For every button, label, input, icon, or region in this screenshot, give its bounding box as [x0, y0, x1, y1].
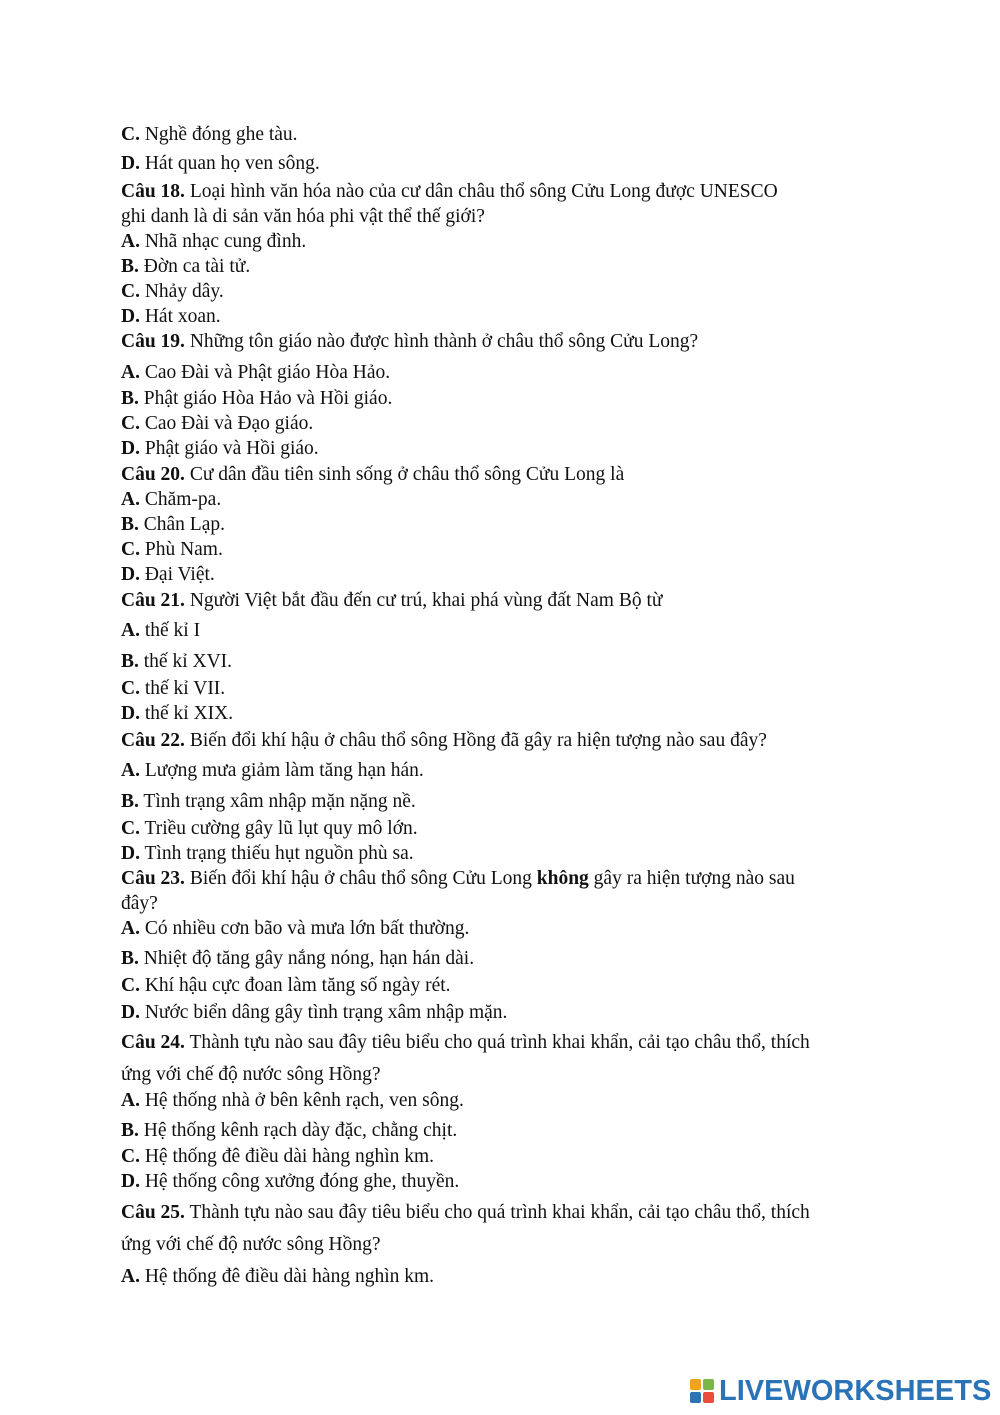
question-line [121, 590, 662, 612]
option-letter: C. [121, 678, 140, 699]
answer-option [121, 153, 320, 175]
answer-option [121, 1171, 459, 1193]
answer-option [121, 620, 200, 642]
answer-option [121, 539, 223, 561]
line-text: Nhiệt độ tăng gây nắng nóng, hạn hán dài. [138, 948, 475, 969]
answer-option [121, 306, 221, 328]
question-continuation [121, 893, 158, 915]
line-text: Hệ thống công xưởng đóng ghe, thuyền. [139, 1171, 460, 1192]
option-letter: B. [121, 948, 139, 969]
option-letter: A. [121, 760, 140, 781]
logo-tile [703, 1379, 714, 1390]
logo-tile [703, 1392, 714, 1403]
line-text: Đại Việt. [139, 564, 215, 585]
answer-option [121, 843, 414, 865]
answer-option [121, 1120, 457, 1142]
answer-option [121, 388, 392, 410]
line-text: Phật giáo và Hồi giáo. [139, 438, 319, 459]
answer-option [121, 564, 215, 586]
line-text: Thành tựu nào sau đây tiêu biểu cho quá trình khai khẩn, cải tạo châu thổ, thích [184, 1032, 810, 1053]
option-letter: B. [121, 388, 139, 409]
line-text: Tình trạng thiếu hụt nguồn phù sa. [139, 843, 414, 864]
answer-option [121, 489, 221, 511]
line-text: Biến đổi khí hậu ở châu thổ sông Cửu Long [184, 868, 537, 889]
line-text: Hệ thống đê điều dài hàng nghìn km. [139, 1146, 435, 1167]
answer-option [121, 256, 250, 278]
option-letter: A. [121, 362, 140, 383]
logo-mark-icon [690, 1379, 714, 1403]
option-letter: D. [121, 564, 140, 585]
answer-option [121, 791, 416, 813]
line-text: Có nhiều cơn bão và mưa lớn bất thường. [139, 918, 470, 939]
line-text: Tình trạng xâm nhập mặn nặng nề. [138, 791, 416, 812]
question-line [121, 464, 624, 486]
answer-option [121, 760, 424, 782]
question-line [121, 1202, 810, 1224]
logo-tile [690, 1379, 701, 1390]
line-text: Loại hình văn hóa nào của cư dân châu thổ sông Cửu Long được UNESCO [184, 181, 778, 202]
option-letter: C. [121, 124, 140, 145]
option-letter: B. [121, 1120, 139, 1141]
question-number: Câu 19. [121, 331, 185, 352]
option-letter: C. [121, 413, 140, 434]
option-letter: D. [121, 843, 140, 864]
option-letter: A. [121, 489, 140, 510]
line-text: Hát quan họ ven sông. [139, 153, 320, 174]
line-text: Lượng mưa giảm làm tăng hạn hán. [139, 760, 424, 781]
line-text: ứng với chế độ nước sông Hồng? [121, 1234, 381, 1255]
line-text: Nhảy dây. [139, 281, 224, 302]
option-letter: C. [121, 818, 140, 839]
line-text: Những tôn giáo nào được hình thành ở châu thổ sông Cửu Long? [184, 331, 699, 352]
option-letter: D. [121, 1002, 140, 1023]
answer-option [121, 975, 451, 997]
line-text: đây? [121, 893, 158, 914]
line-text: Nhã nhạc cung đình. [139, 231, 307, 252]
question-number: Câu 25. [121, 1202, 185, 1223]
line-text: thế kỉ XVI. [138, 651, 233, 672]
question-continuation [121, 1064, 380, 1086]
option-letter: A. [121, 918, 140, 939]
line-text: thế kỉ XIX. [139, 703, 234, 724]
answer-option [121, 1266, 434, 1288]
question-continuation [121, 1234, 380, 1256]
line-text: Khí hậu cực đoan làm tăng số ngày rét. [139, 975, 451, 996]
question-continuation [121, 206, 485, 228]
option-letter: A. [121, 620, 140, 641]
option-letter: C. [121, 281, 140, 302]
answer-option [121, 678, 225, 700]
line-text: Người Việt bắt đầu đến cư trú, khai phá vùng đất Nam Bộ từ [184, 590, 663, 611]
question-line [121, 181, 778, 203]
line-text: Nước biển dâng gây tình trạng xâm nhập mặn. [139, 1002, 508, 1023]
answer-option [121, 362, 390, 384]
answer-option [121, 1002, 507, 1024]
option-letter: A. [121, 1266, 140, 1287]
line-text: Hệ thống đê điều dài hàng nghìn km. [139, 1266, 435, 1287]
line-text: Đờn ca tài tử. [138, 256, 251, 277]
option-letter: A. [121, 1090, 140, 1111]
question-number: Câu 21. [121, 590, 185, 611]
answer-option [121, 651, 232, 673]
logo-tile [690, 1392, 701, 1403]
question-number: Câu 18. [121, 181, 185, 202]
option-letter: B. [121, 256, 139, 277]
question-number: Câu 22. [121, 730, 185, 751]
option-letter: C. [121, 1146, 140, 1167]
question-line [121, 730, 767, 752]
answer-option [121, 438, 319, 460]
line-text: Phật giáo Hòa Hảo và Hồi giáo. [138, 388, 393, 409]
line-text: thế kỉ VII. [139, 678, 226, 699]
line-text: Nghề đóng ghe tàu. [139, 124, 298, 145]
answer-option [121, 1090, 464, 1112]
line-text: Triều cường gây lũ lụt quy mô lớn. [139, 818, 418, 839]
question-number: Câu 23. [121, 868, 185, 889]
logo-text: LIVEWORKSHEETS [719, 1374, 992, 1407]
line-text: Cao Đài và Đạo giáo. [139, 413, 314, 434]
option-letter: D. [121, 703, 140, 724]
line-text: ứng với chế độ nước sông Hồng? [121, 1064, 381, 1085]
line-text: Cao Đài và Phật giáo Hòa Hảo. [139, 362, 391, 383]
answer-option [121, 948, 474, 970]
line-text: Hệ thống kênh rạch dày đặc, chằng chịt. [138, 1120, 458, 1141]
line-text: Hát xoan. [139, 306, 221, 327]
question-line [121, 331, 698, 353]
question-number: Câu 20. [121, 464, 185, 485]
question-line [121, 868, 795, 890]
answer-option [121, 918, 469, 940]
liveworksheets-logo [690, 1376, 991, 1406]
question-line [121, 1032, 810, 1054]
emphasis-text: không [536, 868, 589, 889]
option-letter: A. [121, 231, 140, 252]
answer-option [121, 124, 298, 146]
line-text: Chân Lạp. [138, 514, 225, 535]
question-number: Câu 24. [121, 1032, 185, 1053]
option-letter: D. [121, 306, 140, 327]
answer-option [121, 818, 418, 840]
option-letter: B. [121, 791, 139, 812]
option-letter: C. [121, 539, 140, 560]
answer-option [121, 703, 233, 725]
answer-option [121, 1146, 434, 1168]
line-text: ghi danh là di sản văn hóa phi vật thể thế giới? [121, 206, 485, 227]
line-text: Hệ thống nhà ở bên kênh rạch, ven sông. [139, 1090, 464, 1111]
option-letter: B. [121, 514, 139, 535]
option-letter: D. [121, 438, 140, 459]
line-text: Thành tựu nào sau đây tiêu biểu cho quá trình khai khẩn, cải tạo châu thổ, thích [184, 1202, 810, 1223]
option-letter: C. [121, 975, 140, 996]
answer-option [121, 413, 313, 435]
line-text: Biến đổi khí hậu ở châu thổ sông Hồng đã gây ra hiện tượng nào sau đây? [184, 730, 767, 751]
line-text: Phù Nam. [139, 539, 223, 560]
line-text: Chăm-pa. [139, 489, 222, 510]
line-text-after: gây ra hiện tượng nào sau [588, 868, 795, 889]
line-text: Cư dân đầu tiên sinh sống ở châu thổ sông Cửu Long là [184, 464, 625, 485]
option-letter: D. [121, 153, 140, 174]
answer-option [121, 281, 224, 303]
answer-option [121, 231, 306, 253]
option-letter: B. [121, 651, 139, 672]
option-letter: D. [121, 1171, 140, 1192]
answer-option [121, 514, 225, 536]
line-text: thế kỉ I [139, 620, 201, 641]
